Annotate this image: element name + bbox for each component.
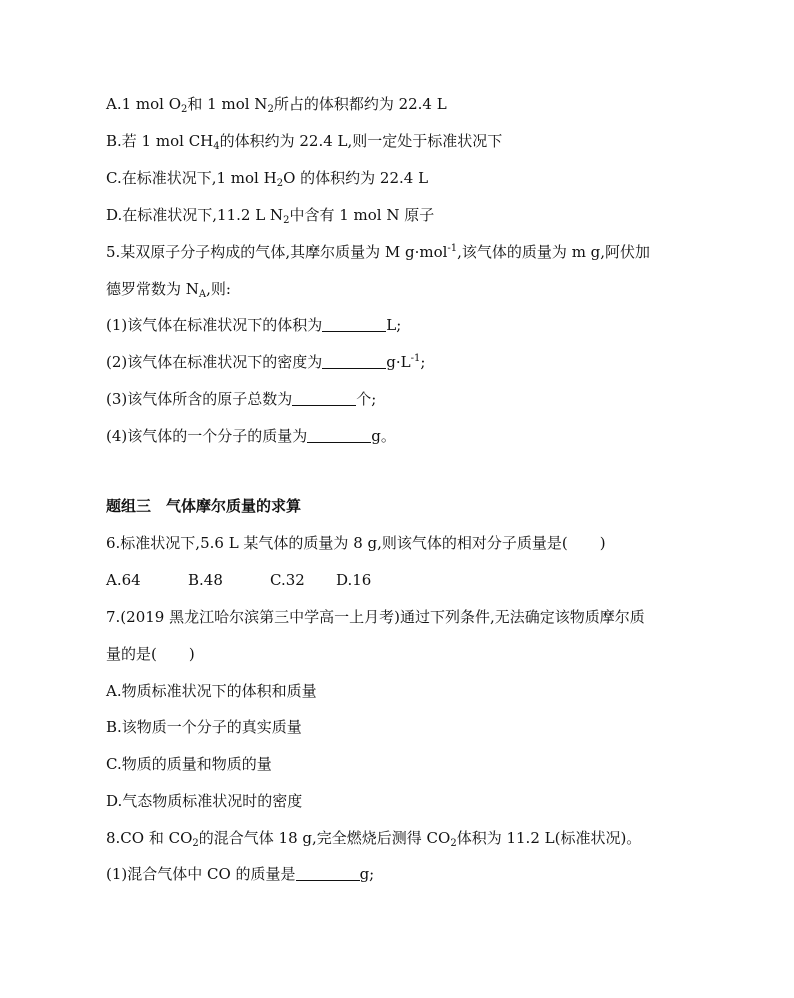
q5-stem-line2 [106, 279, 231, 299]
text: 5.某双原子分子构成的气体,其摩尔质量为 M g·mol [106, 243, 448, 261]
answer-blank[interactable] [322, 317, 386, 332]
q7-option-a: A.物质标准状况下的体积和质量 [106, 682, 317, 700]
text: 体积为 11.2 L(标准状况)。 [456, 829, 642, 847]
text: 个; [356, 390, 377, 408]
text: ,则: [206, 280, 231, 298]
answer-blank[interactable] [296, 866, 360, 881]
text: 量的是( [106, 645, 157, 663]
q7-option-c: C.物质的质量和物质的量 [106, 755, 272, 773]
q8-part-1 [106, 864, 374, 884]
text: 的混合气体 18 g,完全燃烧后测得 CO [198, 829, 451, 847]
q7-stem-line1: 7.(2019 黑龙江哈尔滨第三中学高一上月考)通过下列条件,无法确定该物质摩尔质 [106, 608, 645, 626]
q7-option-b: B.该物质一个分子的真实质量 [106, 718, 302, 736]
q5-part-3 [106, 389, 376, 409]
q6-option-c: C.32 [270, 571, 305, 589]
q8-stem [106, 828, 641, 848]
text: g·L [386, 353, 411, 371]
text: ,该气体的质量为 m g,阿伏加 [457, 243, 651, 261]
q4-option-c [106, 168, 428, 188]
q7-option-d: D.气态物质标准状况时的密度 [106, 792, 303, 810]
q5-part-1 [106, 315, 401, 335]
text: 6.标准状况下,5.6 L 某气体的质量为 8 g,则该气体的相对分子质量是( [106, 534, 568, 552]
text: 的体积约为 22.4 L,则一定处于标准状况下 [219, 132, 503, 150]
text: ) [599, 534, 606, 552]
text: O 的体积约为 22.4 L [283, 169, 429, 187]
text: 8.CO 和 CO [106, 829, 193, 847]
superscript: -1 [447, 243, 458, 254]
q6-option-b: B.48 [188, 571, 223, 589]
text: B.若 1 mol CH [106, 132, 214, 150]
subscript: 2 [267, 104, 274, 115]
text: A.1 mol O [106, 95, 182, 113]
text: 所占的体积都约为 22.4 L [273, 95, 447, 113]
subscript: 2 [283, 215, 290, 226]
text: (2)该气体在标准状况下的密度为 [106, 353, 323, 371]
subscript: 2 [276, 178, 284, 189]
q6-stem [106, 533, 606, 553]
text: g。 [371, 427, 396, 445]
q4-option-d [106, 205, 434, 225]
text: g; [359, 865, 375, 883]
superscript: -1 [410, 353, 421, 364]
text: D.在标准状况下,11.2 L N [106, 206, 284, 224]
answer-blank[interactable] [292, 391, 356, 406]
subscript: A [198, 289, 207, 300]
q5-part-2 [106, 352, 425, 372]
q7-stem-line2 [106, 644, 195, 664]
text: (1)该气体在标准状况下的体积为 [106, 316, 323, 334]
q6-option-d: D.16 [336, 571, 372, 589]
q5-stem-line1 [106, 242, 650, 262]
text: 和 1 mol N [187, 95, 268, 113]
text: 中含有 1 mol N 原子 [289, 206, 435, 224]
text: (4)该气体的一个分子的质量为 [106, 427, 308, 445]
text: L; [386, 316, 402, 334]
text: 德罗常数为 N [106, 280, 199, 298]
subscript: 2 [192, 838, 199, 849]
q4-option-b [106, 131, 502, 151]
text: C.在标准状况下,1 mol H [106, 169, 277, 187]
subscript: 4 [213, 141, 220, 152]
text: ) [188, 645, 195, 663]
q5-part-4 [106, 426, 396, 446]
q4-option-a [106, 94, 447, 114]
text: ; [420, 353, 426, 371]
answer-blank[interactable] [307, 428, 371, 443]
q6-options [106, 570, 418, 590]
section-heading: 题组三 气体摩尔质量的求算 [106, 497, 302, 515]
subscript: 2 [450, 838, 457, 849]
text: (1)混合气体中 CO 的质量是 [106, 865, 296, 883]
q6-option-a: A.64 [106, 571, 141, 589]
subscript: 2 [181, 104, 188, 115]
answer-blank[interactable] [322, 354, 386, 369]
text: (3)该气体所含的原子总数为 [106, 390, 293, 408]
